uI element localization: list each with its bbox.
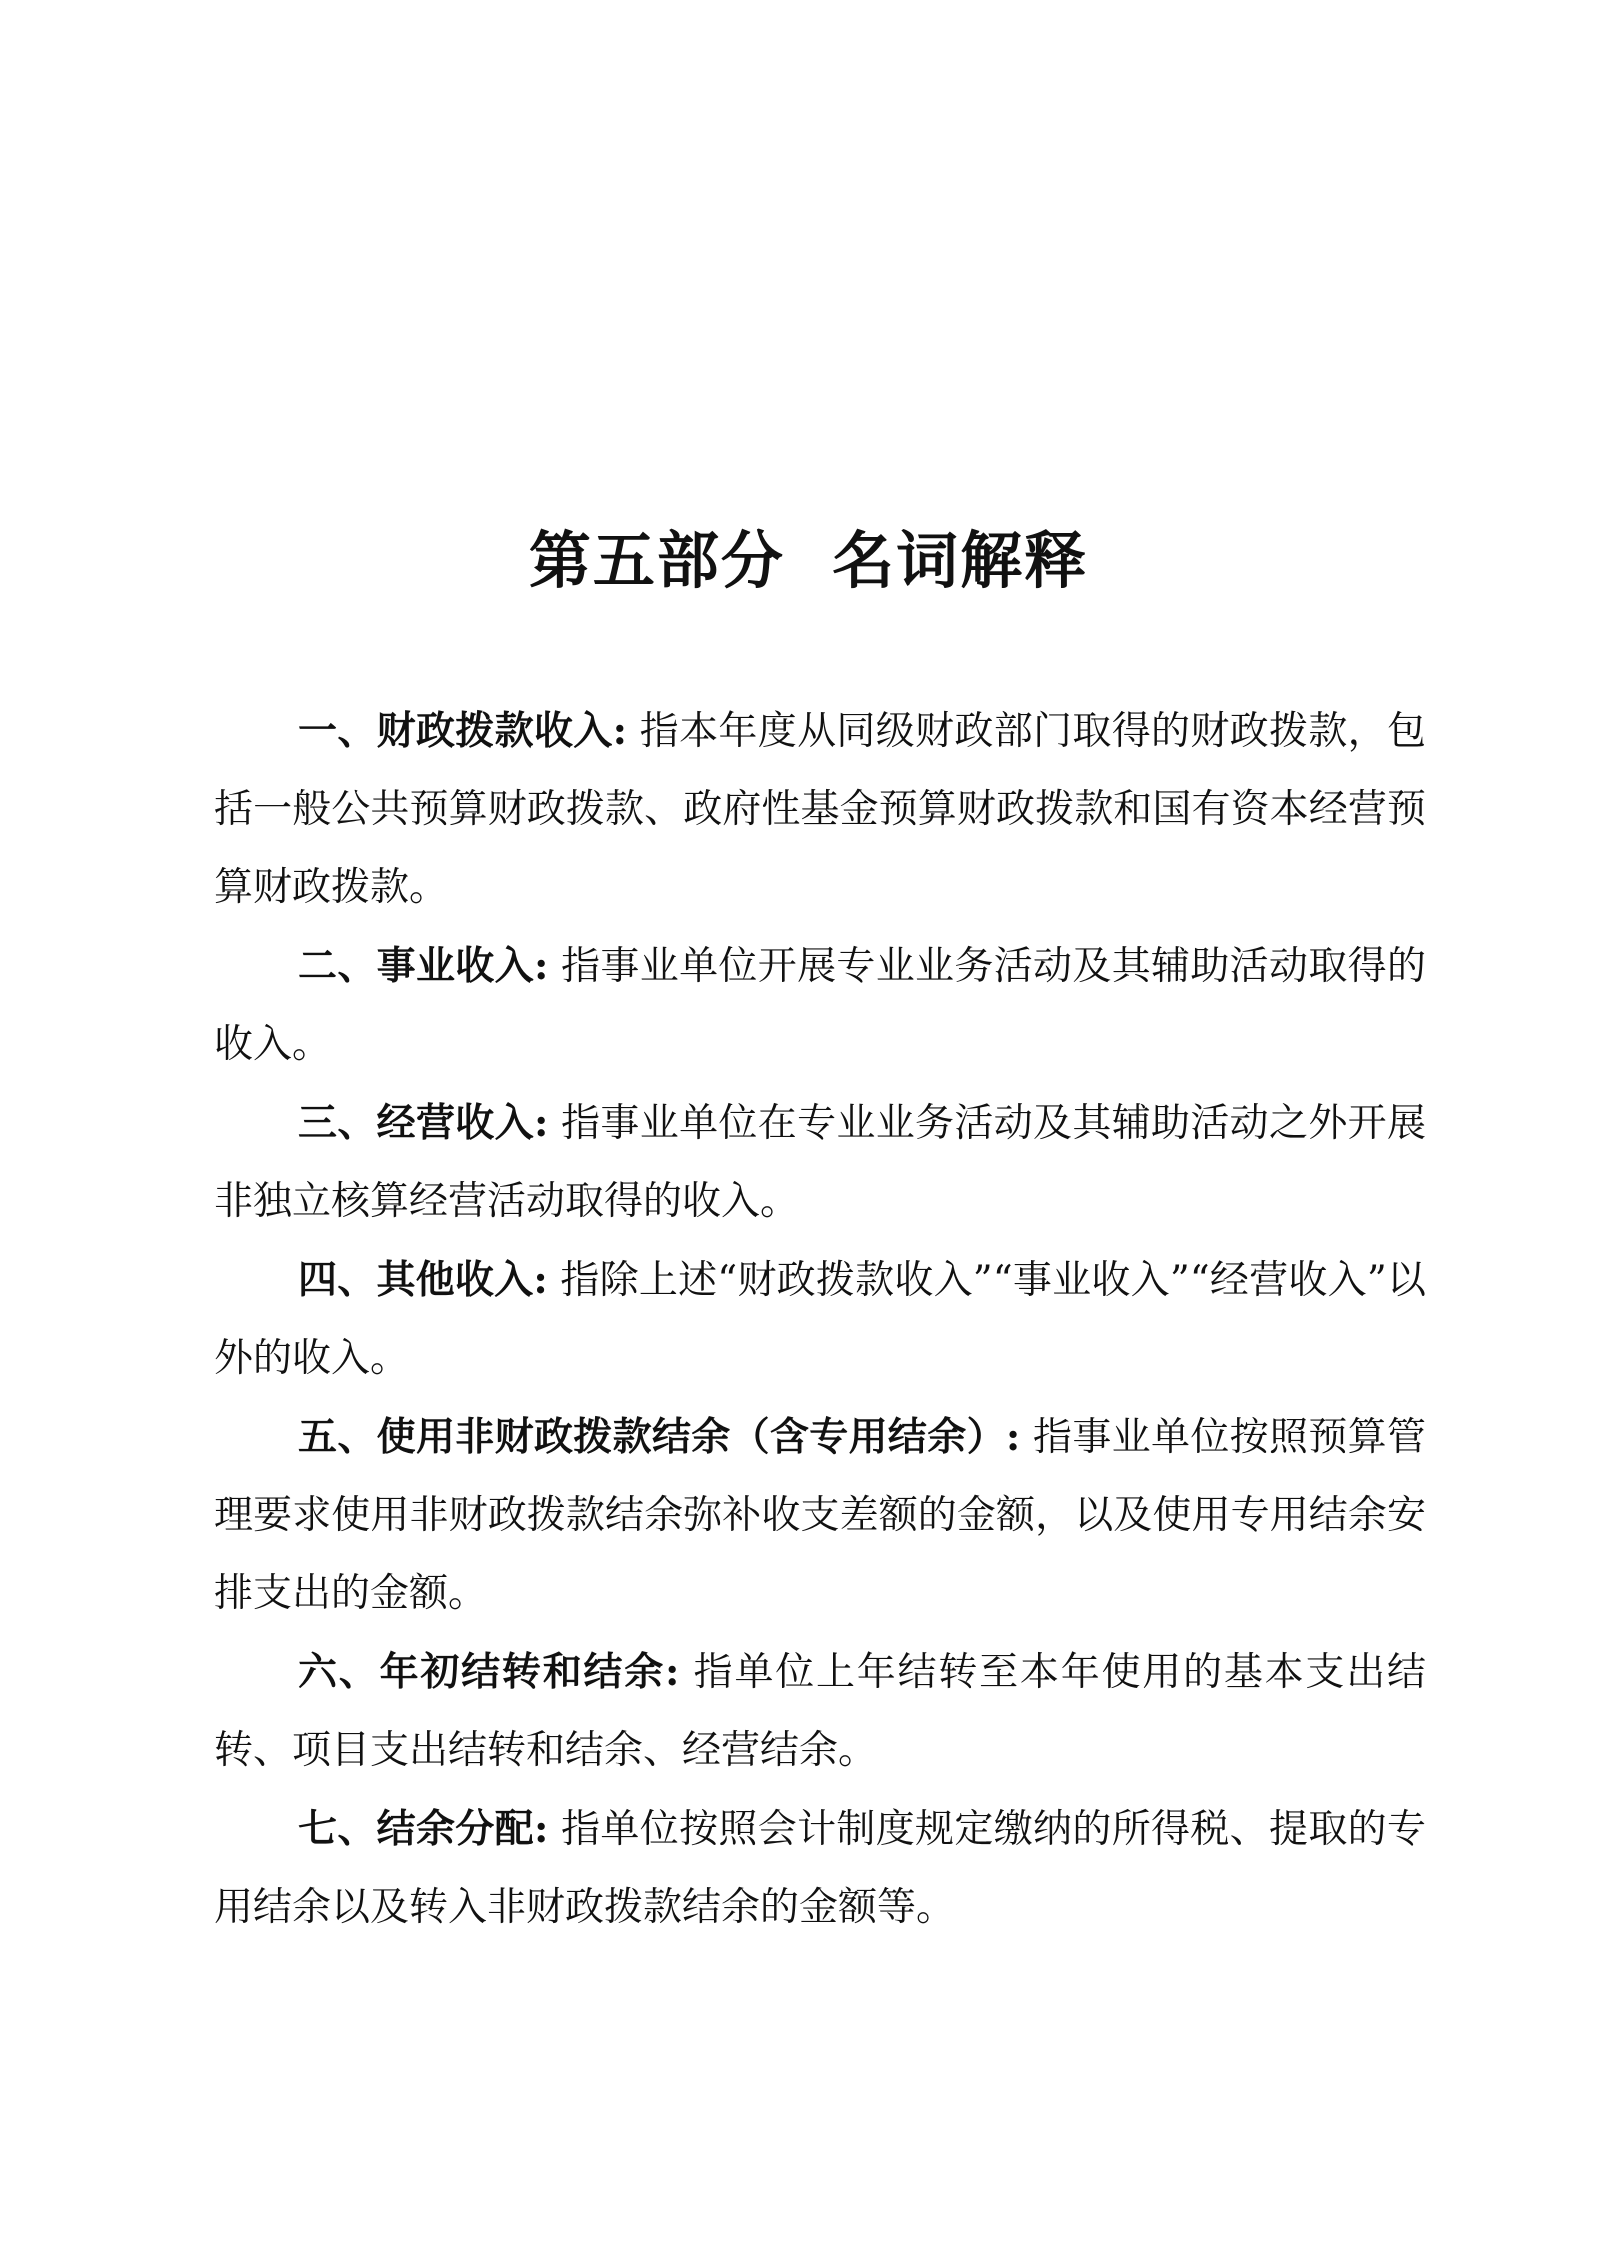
definition-term: 一、财政拨款收入: — [298, 708, 628, 754]
definition-term: 七、结余分配: — [298, 1806, 549, 1852]
definition-text: 指本年度从同级财政部门取得的财政拨款，包括一般公共预算财政拨款、政府性基金预算财政拨款和国有资本经营预算财政拨款。 — [214, 709, 1426, 910]
definition-term: 五、使用非财政拨款结余（含专用结余）: — [298, 1414, 1021, 1460]
definitions-list — [214, 692, 1426, 1947]
definition-text: 指单位按照会计制度规定缴纳的所得税、提取的专用结余以及转入非财政拨款结余的金额等。 — [214, 1807, 1426, 1930]
definition-term: 二、事业收入: — [298, 943, 549, 989]
definition-paragraph — [214, 1790, 1426, 1947]
definition-term: 六、年初结转和结余: — [298, 1649, 680, 1695]
definition-text: 指单位上年结转至本年使用的基本支出结转、项目支出结转和结余、经营结余。 — [214, 1650, 1426, 1773]
definition-paragraph — [214, 1241, 1426, 1398]
definition-paragraph — [214, 692, 1426, 927]
definition-paragraph — [214, 1084, 1426, 1241]
definition-paragraph — [214, 1633, 1426, 1790]
definition-text: 指除上述“财政拨款收入”“事业收入”“经营收入”以外的收入。 — [214, 1258, 1426, 1381]
definition-text: 指事业单位在专业业务活动及其辅助活动之外开展非独立核算经营活动取得的收入。 — [214, 1101, 1426, 1224]
definition-term: 四、其他收入: — [298, 1257, 548, 1303]
definition-paragraph — [214, 1398, 1426, 1633]
definition-paragraph — [214, 927, 1426, 1084]
page-title: 第五部分 名词解释 — [528, 524, 1089, 597]
definition-text: 指事业单位按照预算管理要求使用非财政拨款结余弥补收支差额的金额，以及使用专用结余安排支出的金额。 — [214, 1415, 1426, 1616]
definition-text: 指事业单位开展专业业务活动及其辅助活动取得的收入。 — [214, 944, 1426, 1067]
definition-term: 三、经营收入: — [298, 1100, 549, 1146]
